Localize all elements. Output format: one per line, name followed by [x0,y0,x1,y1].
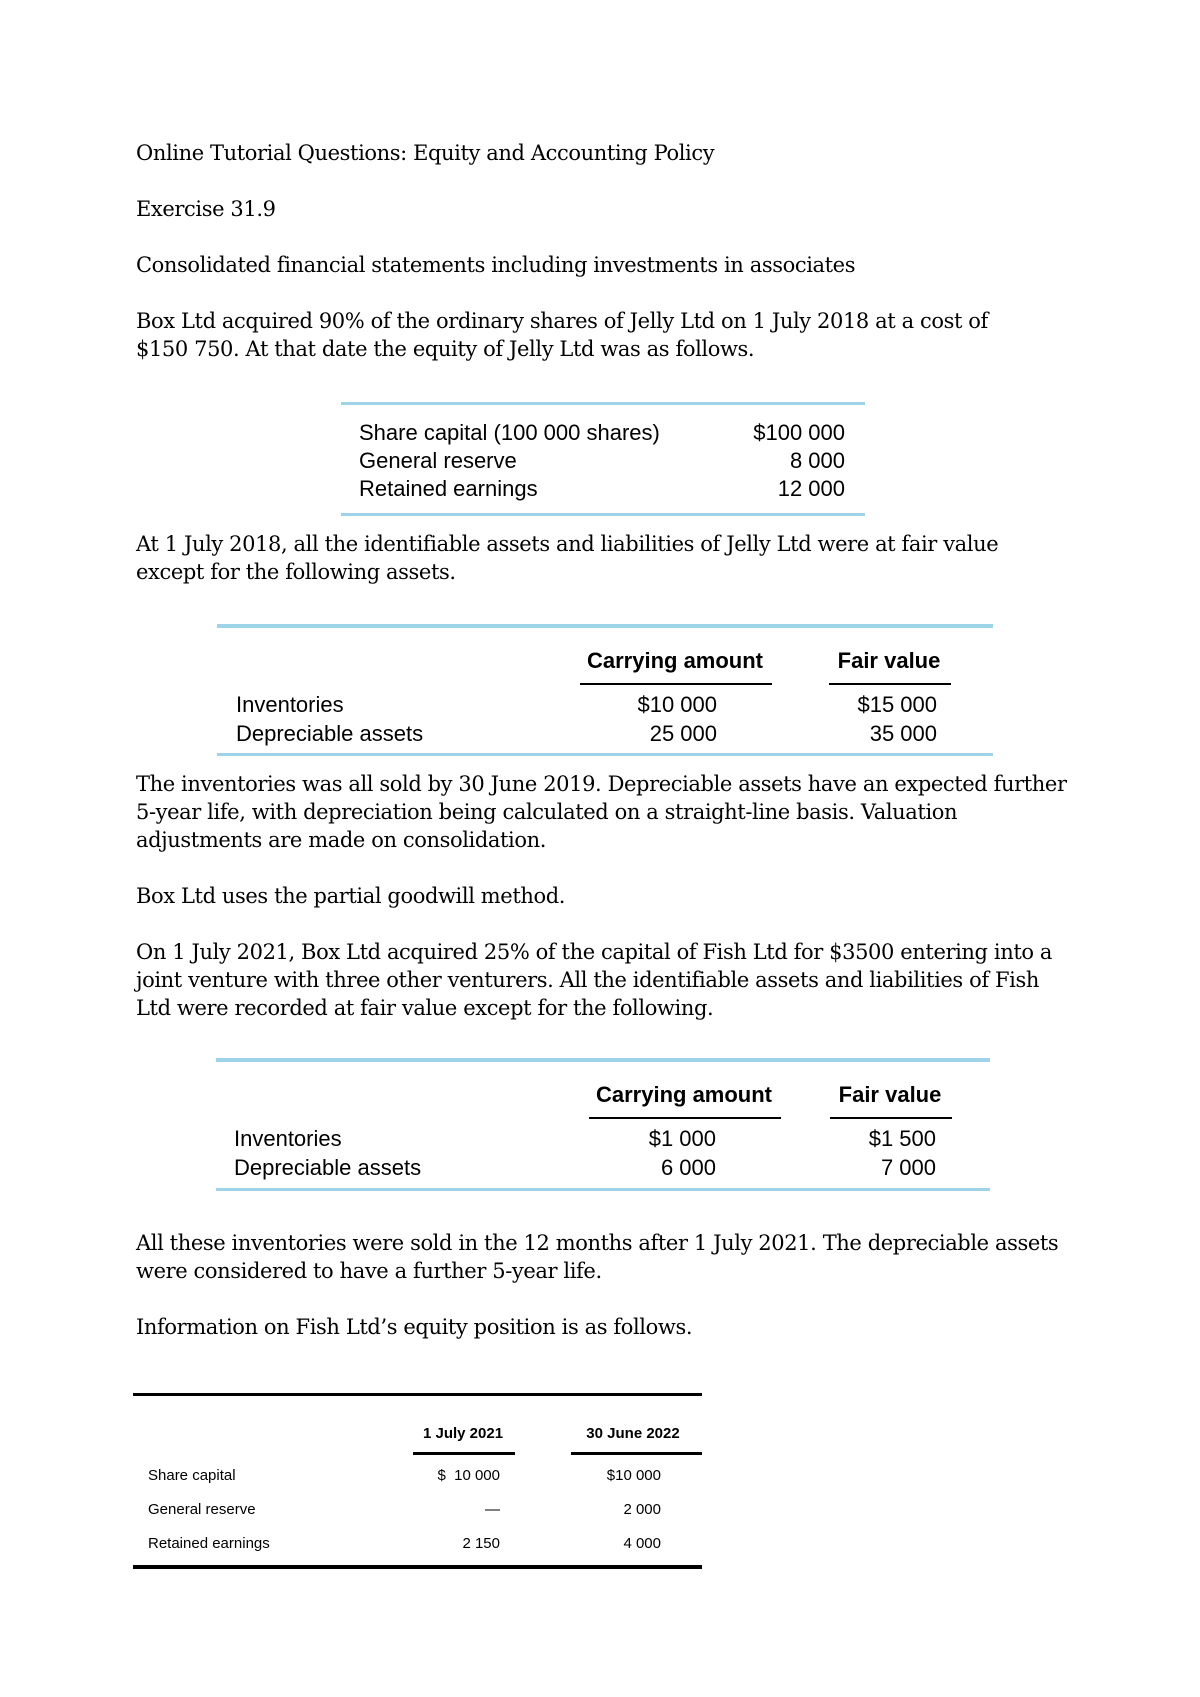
header-underline [580,683,772,685]
paragraph-inventories-sold [136,770,1076,854]
row-label: Share capital (100 000 shares) [359,420,660,445]
col-header-2022: 30 June 2022 [586,1425,680,1442]
value-2021: — [485,1501,500,1518]
row-value: $100 000 [753,420,845,445]
row-label: Retained earnings [148,1535,270,1552]
row-value: 12 000 [777,476,845,501]
fair-value: 35 000 [869,721,937,746]
paragraph-line: 5-year life, with depreciation being calculated on a straight-line basis. Valuation [136,800,958,824]
table-row [359,448,845,476]
paragraph-line: adjustments are made on consolidation. [136,828,546,852]
fish-equity-table [133,1393,702,1569]
fair-value: 7 000 [880,1155,936,1180]
exercise-number: Exercise 31.9 [136,197,276,221]
col-header-2021: 1 July 2021 [422,1425,504,1442]
paragraph-line: were considered to have a further 5-year life. [136,1259,602,1283]
header-underline [589,1117,781,1119]
jelly-equity-table [341,402,865,516]
header-underline [571,1452,702,1455]
table-row [359,420,845,448]
table-row [359,476,845,504]
carrying-value: 6 000 [660,1155,716,1180]
fair-value-header: Fair value [837,648,941,673]
paragraph-line: The inventories was all sold by 30 June 2019. Depreciable assets have an expected further [136,772,1067,796]
jelly-assets-table [217,624,993,756]
header-underline [829,683,951,685]
row-label: Inventories [234,1126,342,1151]
header-underline [830,1117,952,1119]
value-2022: $10 000 [606,1467,661,1484]
carrying-amount-header: Carrying amount [586,648,764,673]
paragraph-line: except for the following assets. [136,560,456,584]
value-2022: 2 000 [623,1501,661,1518]
value-2021: 2 150 [462,1535,500,1552]
row-label: Share capital [148,1467,236,1484]
fair-value-header: Fair value [838,1082,942,1107]
row-label: General reserve [359,448,517,473]
paragraph-line: $150 750. At that date the equity of Jelly Ltd was as follows. [136,337,755,361]
carrying-amount-header: Carrying amount [595,1082,773,1107]
paragraph-fish-inventories [136,1229,1076,1285]
paragraph-line: All these inventories were sold in the 12 months after 1 July 2021. The depreciable assets [136,1231,1059,1255]
carrying-value: $1 000 [648,1126,716,1151]
carrying-value: $10 000 [637,692,717,717]
paragraph-line: At 1 July 2018, all the identifiable assets and liabilities of Jelly Ltd were at fair value [136,532,999,556]
fair-value: $1 500 [868,1126,936,1151]
row-value: 8 000 [789,448,845,473]
exercise-subtitle: Consolidated financial statements including investments in associates [136,253,856,277]
row-label: General reserve [148,1501,256,1518]
value-2022: 4 000 [623,1535,661,1552]
document-title: Online Tutorial Questions: Equity and Accounting Policy [136,141,715,165]
row-label: Depreciable assets [236,721,424,746]
carrying-value: 25 000 [649,721,717,746]
paragraph-line: Box Ltd acquired 90% of the ordinary shares of Jelly Ltd on 1 July 2018 at a cost of [136,309,988,333]
row-label: Depreciable assets [234,1155,422,1180]
value-2021: $ 10 000 [437,1467,500,1484]
fish-assets-table [216,1058,990,1191]
fair-value: $15 000 [857,692,937,717]
paragraph-line: On 1 July 2021, Box Ltd acquired 25% of the capital of Fish Ltd for $3500 entering into a [136,940,1052,964]
paragraph-fish-equity: Information on Fish Ltd’s equity position is as follows. [136,1315,693,1339]
paragraph-acquisition [136,307,1076,363]
paragraph-line: Ltd were recorded at fair value except for the following. [136,996,714,1020]
paragraph-fair-value [136,530,1076,586]
paragraph-joint-venture [136,938,1076,1022]
header-underline [413,1452,515,1455]
paragraph-line: joint venture with three other venturers. All the identifiable assets and liabilities of Fish [136,968,1039,992]
row-label: Inventories [236,692,344,717]
row-label: Retained earnings [359,476,538,501]
paragraph-goodwill-method: Box Ltd uses the partial goodwill method. [136,884,566,908]
